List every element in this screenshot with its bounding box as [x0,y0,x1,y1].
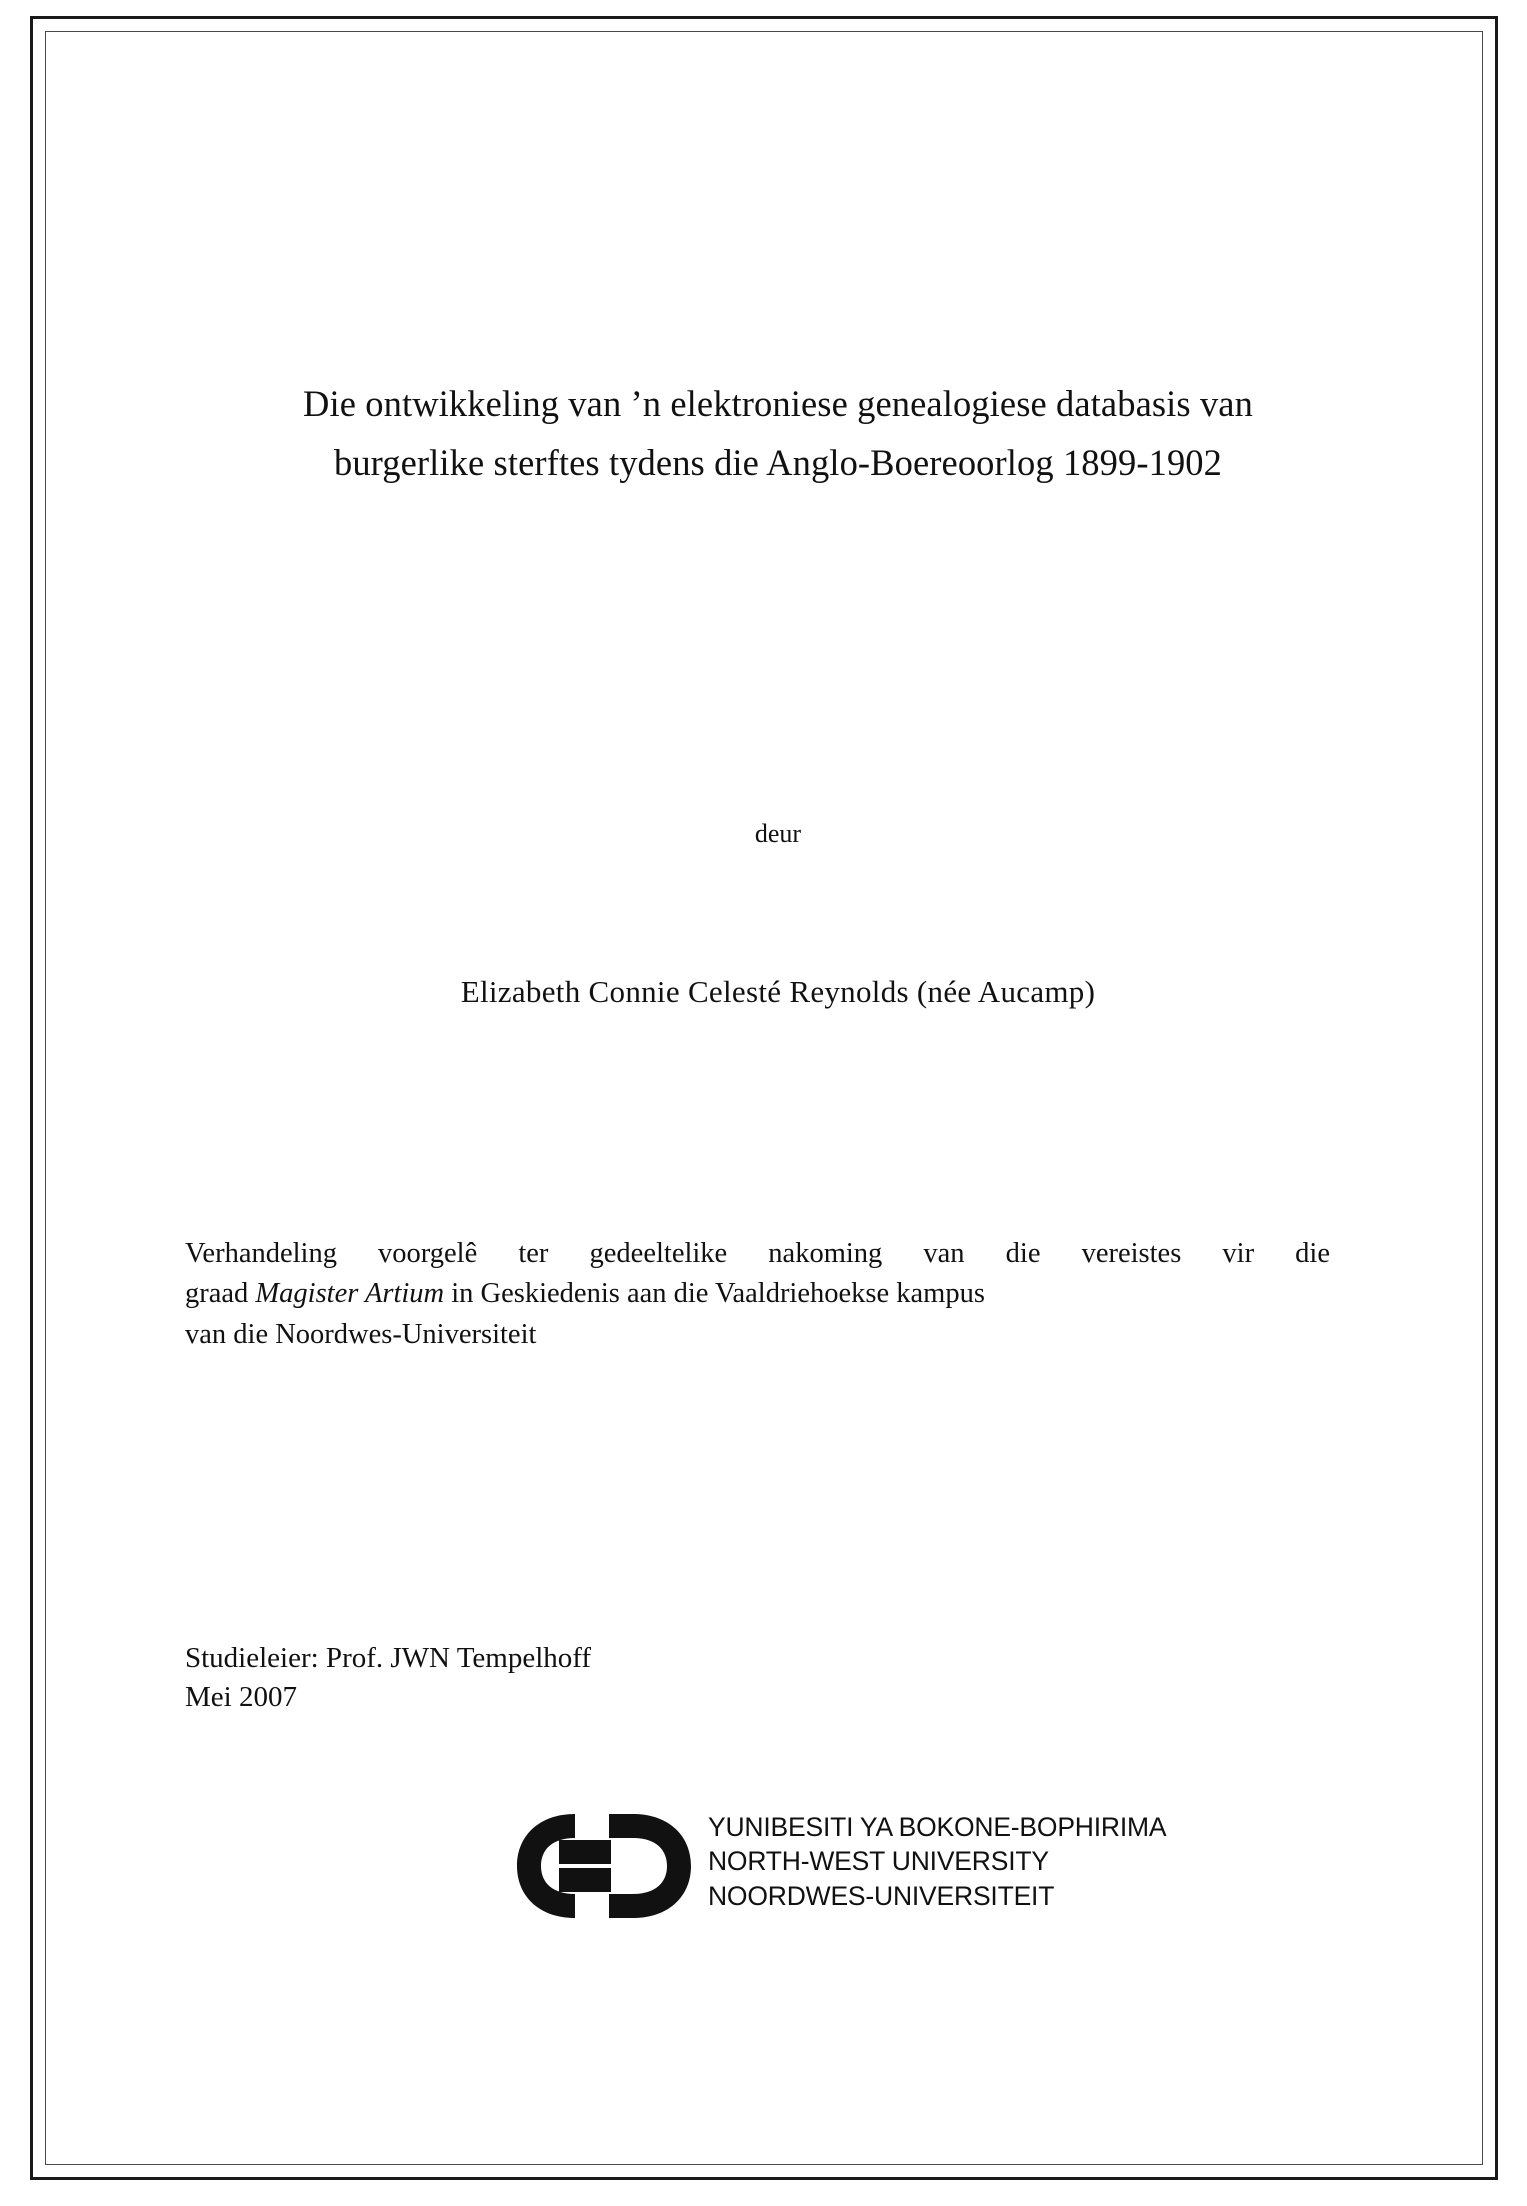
logo-line-2: NORTH-WEST UNIVERSITY [708,1846,1049,1877]
title-page-content [183,19,1373,2177]
degree-name: Magister Artium [255,1278,445,1310]
logo-line-1: YUNIBESITI YA BOKONE-BOPHIRIMA [708,1812,1167,1842]
byline-label: deur [754,819,802,848]
degree-declaration [185,1234,1330,1355]
declaration-line-2 [185,1274,1330,1314]
date-line: Mei 2007 [185,1681,297,1714]
title-line-1: Die ontwikkeling van ’n elektroniese genealogiese databasis van [303,383,1253,424]
declaration-line-2-suffix: in Geskiedenis aan die Vaaldriehoekse kampus [444,1278,985,1310]
title-line-2: burgerlike sterftes tydens die Anglo-Boereoorlog 1899-1902 [333,442,1223,484]
university-logo [513,1804,1273,1934]
page-title [183,374,1373,492]
declaration-line-1: Verhandeling voorgelê ter gedeeltelike nakoming van die vereistes vir die [185,1238,1330,1269]
scanned-page-frame [30,16,1498,2180]
nwu-logo-icon [513,1810,703,1922]
supervisor-and-date [185,1639,1085,1717]
logo-wordmark [708,1810,1166,1913]
author-name: Elizabeth Connie Celesté Reynolds (née Aucamp) [460,974,1096,1009]
logo-line-3: NOORDWES-UNIVERSITEIT [708,1880,1055,1911]
declaration-line-3: van die Noordwes-Universiteit [185,1318,537,1350]
supervisor-line: Studieleier: Prof. JWN Tempelhoff [185,1642,592,1674]
declaration-line-2-prefix: graad [185,1278,256,1310]
